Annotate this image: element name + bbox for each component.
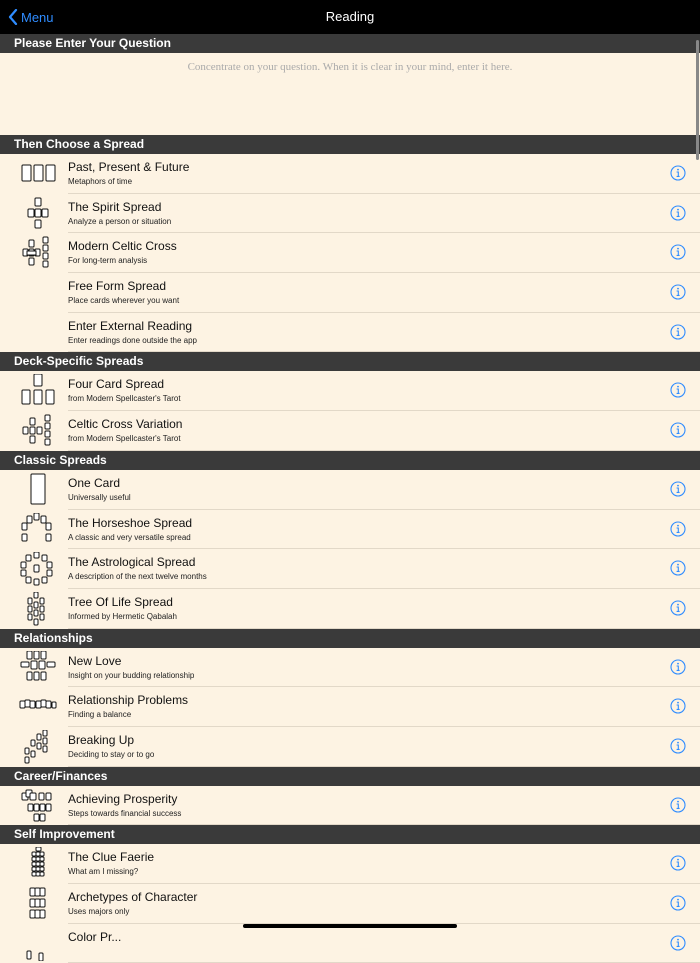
celtic-variation-layout-icon: [14, 414, 62, 448]
info-icon[interactable]: [670, 481, 686, 497]
relationship-problems-layout-icon: [14, 690, 62, 724]
spread-title: Color Pr...: [68, 929, 122, 944]
question-section-header: Please Enter Your Question: [0, 34, 700, 53]
celtic-cross-layout-icon: [14, 236, 62, 270]
row-separator: [68, 766, 700, 767]
navigation-bar: [0, 0, 700, 34]
row-separator: [68, 628, 700, 629]
spread-section-header: Then Choose a Spread: [0, 135, 700, 154]
info-icon[interactable]: [670, 560, 686, 576]
new-love-layout-icon: [14, 651, 62, 685]
section-header: Career/Finances: [0, 767, 700, 786]
spread-title: The Clue Faerie: [68, 850, 155, 865]
spread-subtitle: Steps towards financial success: [68, 808, 182, 818]
info-icon[interactable]: [670, 422, 686, 438]
content-scroll[interactable]: [0, 34, 700, 963]
spread-row[interactable]: [0, 884, 700, 924]
spread-title: The Astrological Spread: [68, 555, 196, 570]
info-icon[interactable]: [670, 382, 686, 398]
home-indicator: [243, 924, 457, 928]
spread-title: One Card: [68, 475, 121, 490]
spread-row[interactable]: [0, 273, 700, 313]
spread-row[interactable]: [0, 727, 700, 767]
info-icon[interactable]: [670, 935, 686, 951]
spread-title: Free Form Spread: [68, 279, 167, 294]
spread-title: Breaking Up: [68, 732, 135, 747]
info-icon[interactable]: [670, 895, 686, 911]
empty-icon-slot: [14, 316, 62, 350]
spread-row[interactable]: [0, 687, 700, 727]
spread-row[interactable]: [0, 589, 700, 629]
one-card-layout-icon: [14, 473, 62, 507]
info-icon[interactable]: [670, 324, 686, 340]
spread-title: Tree Of Life Spread: [68, 594, 173, 609]
spread-row[interactable]: [0, 233, 700, 273]
spirit-layout-icon: [14, 197, 62, 231]
section-header: Deck-Specific Spreads: [0, 352, 700, 371]
info-icon[interactable]: [670, 600, 686, 616]
spread-title: Four Card Spread: [68, 377, 165, 392]
spread-title: New Love: [68, 653, 122, 668]
spread-row[interactable]: [0, 194, 700, 234]
page-title: Reading: [325, 9, 375, 24]
spread-title: Celtic Cross Variation: [68, 417, 183, 432]
spread-title: The Spirit Spread: [68, 199, 162, 214]
spread-list: [0, 154, 700, 963]
horseshoe-layout-icon: [14, 513, 62, 547]
question-input[interactable]: [0, 53, 700, 135]
astrological-layout-icon: [14, 552, 62, 586]
info-icon[interactable]: [670, 855, 686, 871]
four-card-layout-icon: [14, 374, 62, 408]
row-separator: [68, 824, 700, 825]
archetypes-layout-icon: [14, 887, 62, 921]
back-label[interactable]: Menu: [21, 9, 54, 25]
spread-row[interactable]: [0, 313, 700, 353]
spread-subtitle: A description of the next twelve months: [68, 572, 207, 582]
spread-row[interactable]: [0, 470, 700, 510]
section-header: Self Improvement: [0, 825, 700, 844]
spread-title: Modern Celtic Cross: [68, 239, 177, 254]
spread-title: The Horseshoe Spread: [68, 515, 193, 530]
spread-subtitle: Metaphors of time: [68, 177, 133, 186]
spread-row[interactable]: [0, 510, 700, 550]
info-icon[interactable]: [670, 659, 686, 675]
spread-row[interactable]: [0, 924, 700, 963]
spread-subtitle: Finding a balance: [68, 710, 132, 720]
spread-subtitle: Informed by Hermetic Qabalah: [68, 611, 177, 621]
spread-subtitle: Enter readings done outside the app: [68, 335, 197, 345]
info-icon[interactable]: [670, 521, 686, 537]
spread-title: Past, Present & Future: [68, 160, 190, 174]
spread-subtitle: from Modern Spellcaster's Tarot: [68, 434, 181, 444]
spread-subtitle: Deciding to stay or to go: [68, 749, 155, 759]
info-icon[interactable]: [670, 244, 686, 260]
info-icon[interactable]: [670, 205, 686, 221]
spread-row[interactable]: [0, 786, 700, 826]
spread-subtitle: Uses majors only: [68, 907, 130, 916]
spread-subtitle: Universally useful: [68, 492, 131, 502]
spread-row[interactable]: [0, 549, 700, 589]
spread-row[interactable]: [0, 154, 700, 194]
spread-subtitle: Insight on your budding relationship: [68, 670, 195, 680]
info-icon[interactable]: [670, 797, 686, 813]
spread-row[interactable]: [0, 648, 700, 688]
info-icon[interactable]: [670, 698, 686, 714]
row-separator: [68, 450, 700, 451]
section-header: Classic Spreads: [0, 451, 700, 470]
spread-subtitle: What am I missing?: [68, 867, 139, 877]
info-icon[interactable]: [670, 738, 686, 754]
spread-subtitle: Place cards wherever you want: [68, 296, 180, 306]
info-icon[interactable]: [670, 284, 686, 300]
spread-row[interactable]: [0, 371, 700, 411]
section-header: Relationships: [0, 629, 700, 648]
prosperity-layout-icon: [14, 789, 62, 823]
info-icon[interactable]: [670, 165, 686, 181]
spread-title: Relationship Problems: [68, 693, 189, 708]
clue-faerie-layout-icon: [14, 847, 62, 881]
spread-row[interactable]: [0, 411, 700, 451]
spread-row[interactable]: [0, 844, 700, 884]
spread-subtitle: from Modern Spellcaster's Tarot: [68, 394, 181, 404]
row-separator: [68, 351, 700, 352]
scrollbar[interactable]: [696, 40, 699, 160]
spread-subtitle: For long-term analysis: [68, 256, 148, 266]
spread-title: Archetypes of Character: [68, 890, 198, 904]
spread-title: Achieving Prosperity: [68, 791, 178, 806]
three-card-layout-icon: [14, 157, 62, 191]
spread-subtitle: A classic and very versatile spread: [68, 532, 191, 542]
partial-layout-icon: [14, 927, 62, 961]
question-placeholder: Concentrate on your question. When it is clear in your mind, enter it here.: [187, 61, 513, 73]
empty-icon-slot: [14, 276, 62, 310]
breaking-up-layout-icon: [14, 730, 62, 764]
spread-subtitle: Analyze a person or situation: [68, 216, 172, 226]
spread-title: Enter External Reading: [68, 318, 193, 333]
tree-of-life-layout-icon: [14, 592, 62, 626]
